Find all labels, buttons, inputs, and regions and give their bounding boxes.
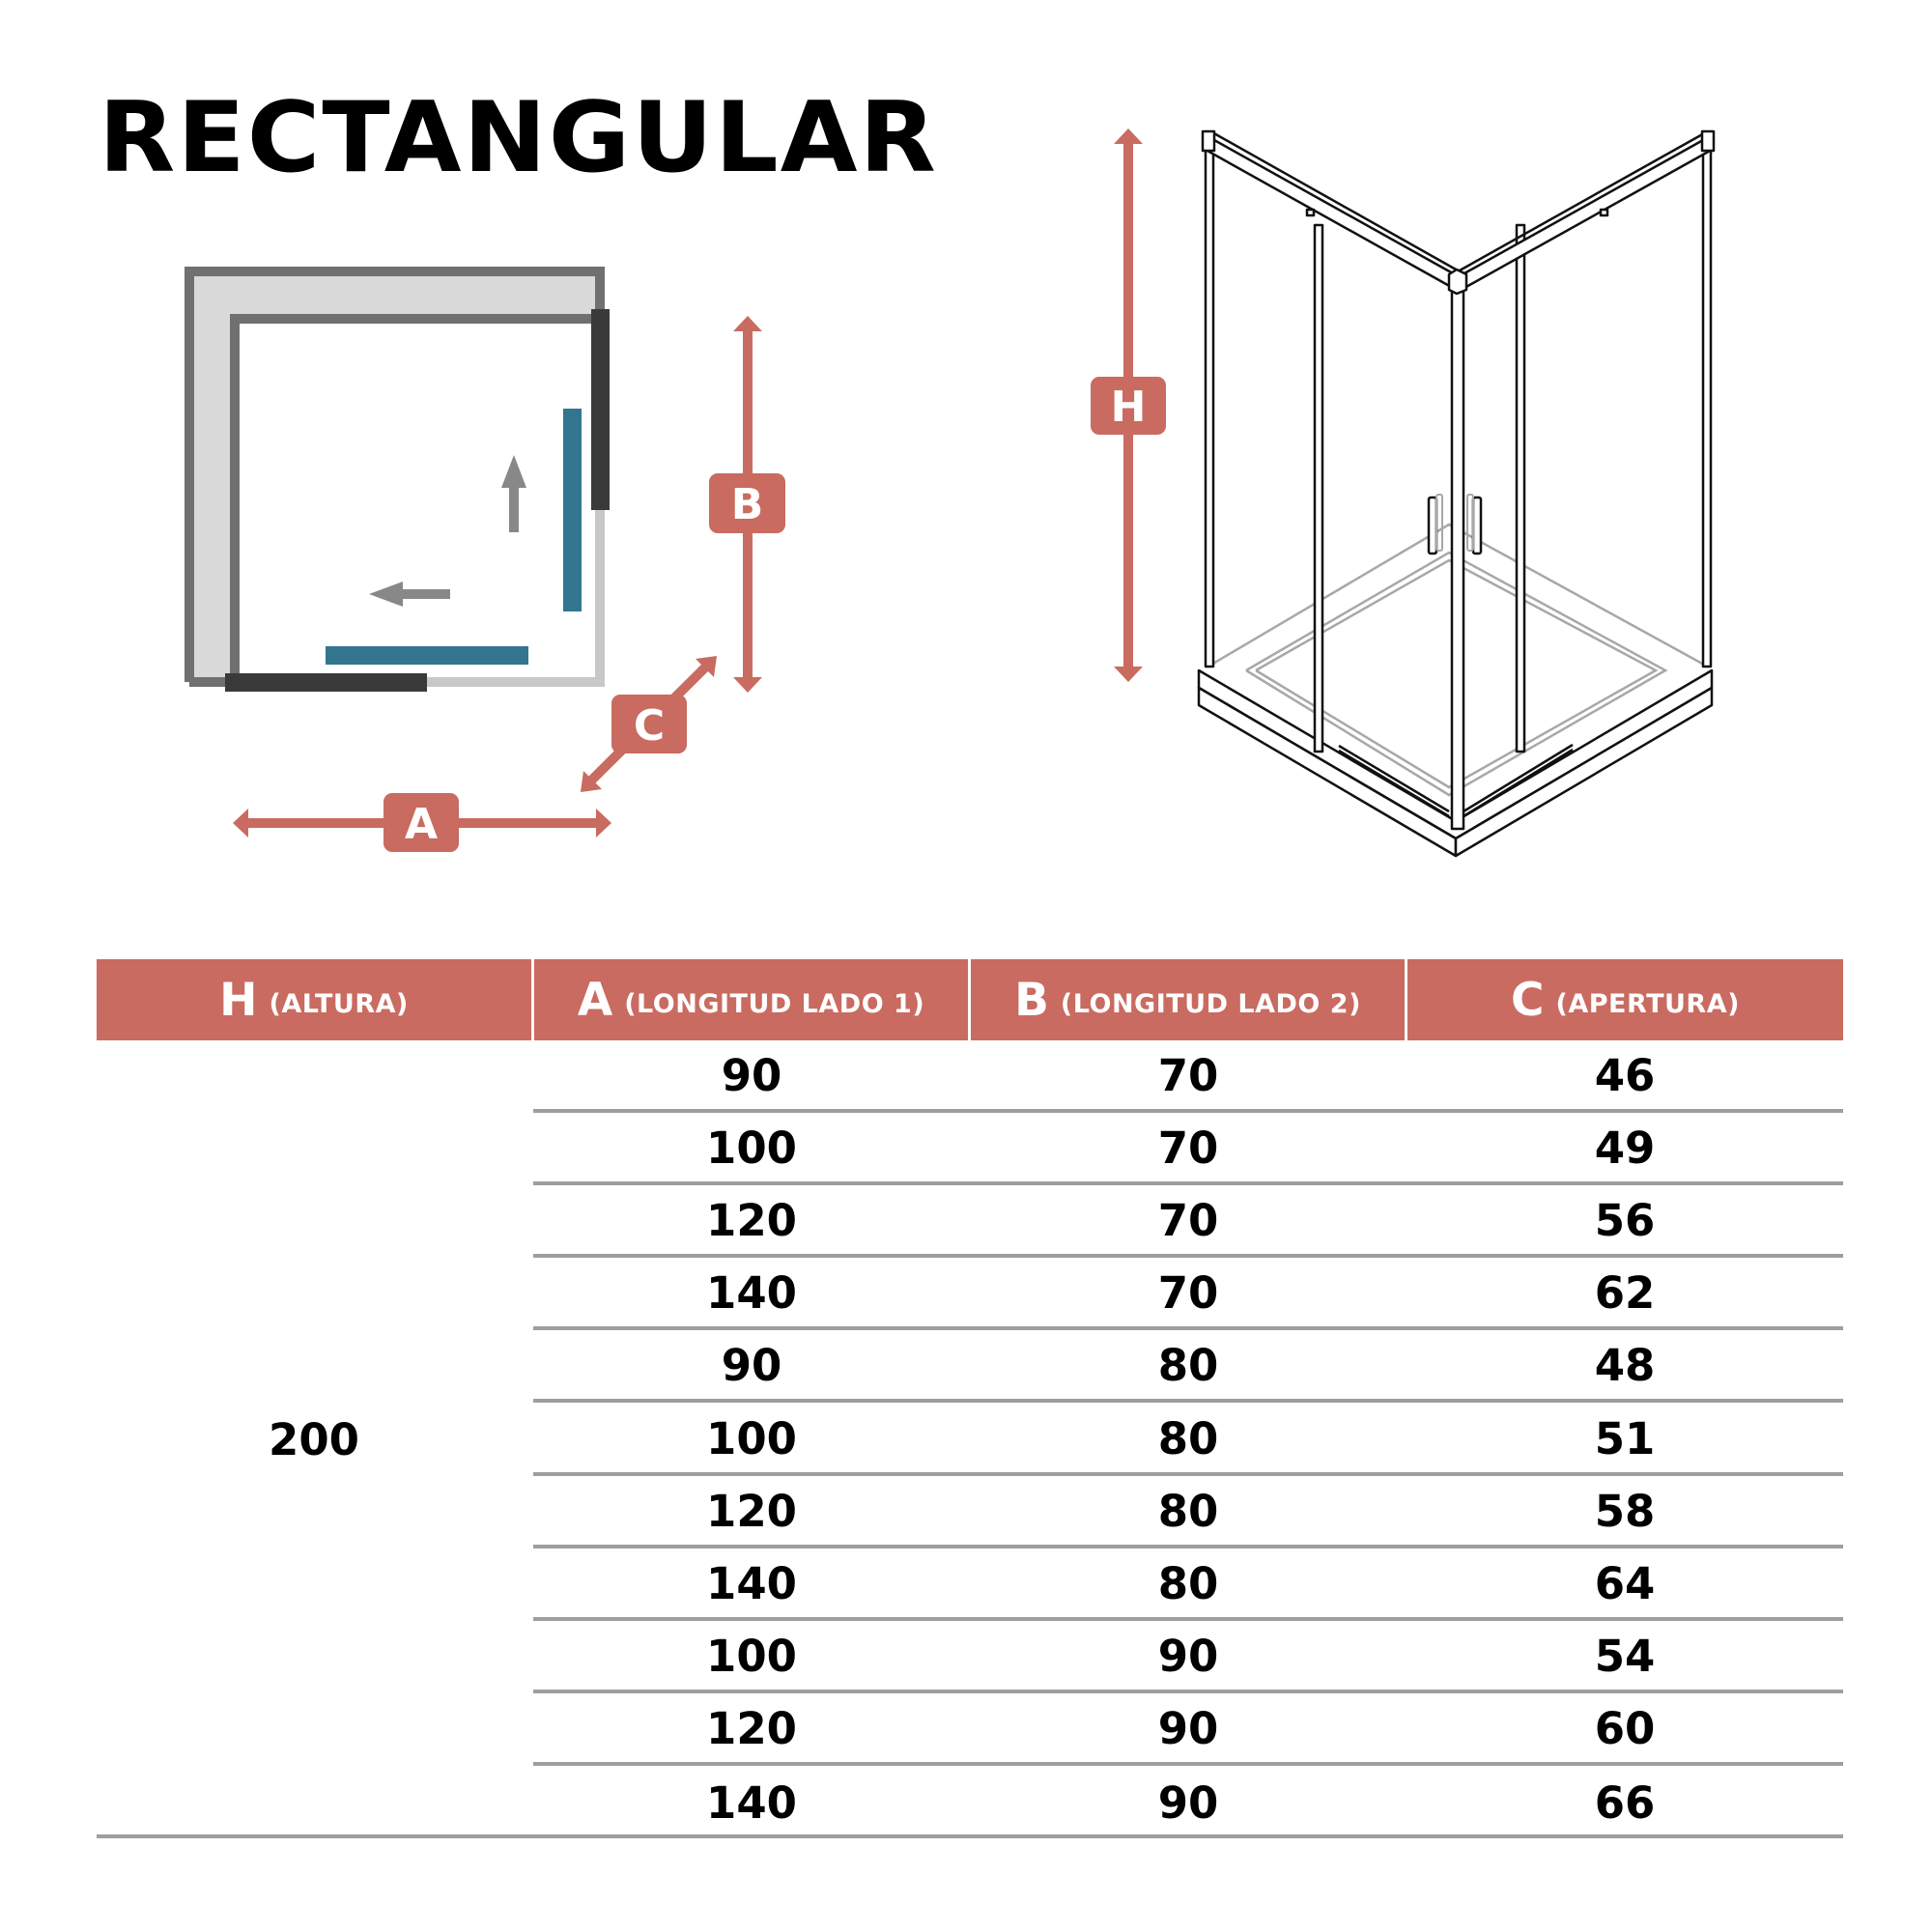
table-header [97,959,1843,1040]
table-bottom-rule [97,1834,1843,1838]
cell-c: 64 [1594,1557,1656,1609]
header-a [534,959,968,1040]
badge-c-label: C [633,701,666,751]
cell-c: 46 [1594,1050,1656,1102]
table-row [533,1258,1843,1330]
cell-b: 70 [1157,1050,1219,1102]
table-row [533,1113,1843,1185]
table-row [533,1693,1843,1766]
table-row [533,1548,1843,1621]
table-row [533,1403,1843,1475]
badge-h-label: H [1110,383,1147,432]
cell-c: 62 [1594,1267,1656,1320]
cell-a: 140 [706,1776,797,1829]
header-label: (ALTURA) [269,988,409,1019]
table-row [533,1040,1843,1113]
cell-a: 100 [706,1630,797,1682]
cell-b: 90 [1157,1702,1219,1754]
cell-a: 120 [706,1702,797,1754]
cell-a: 140 [706,1267,797,1320]
cell-c: 58 [1594,1485,1656,1537]
header-label: (LONGITUD LADO 1) [624,988,925,1019]
cell-b: 70 [1157,1267,1219,1320]
shower-frame [1199,131,1714,856]
cell-a: 90 [721,1340,782,1392]
table-row [533,1476,1843,1548]
cell-c: 60 [1594,1702,1656,1754]
cell-a: 90 [721,1050,782,1102]
badge-b-label: B [730,480,764,529]
table-row [533,1766,1843,1838]
cell-c: 49 [1594,1122,1656,1175]
cell-c: 48 [1594,1340,1656,1392]
cell-b: 90 [1157,1630,1219,1682]
cell-c: 54 [1594,1630,1656,1682]
header-letter: H [219,973,258,1027]
table-row [533,1621,1843,1693]
header-label: (APERTURA) [1555,988,1740,1019]
cell-c: 56 [1594,1195,1656,1247]
cell-b: 80 [1157,1412,1219,1464]
cell-a: 140 [706,1557,797,1609]
spec-table [97,959,1843,1838]
cell-c: 66 [1594,1776,1656,1829]
table-row [533,1185,1843,1258]
header-c [1407,959,1843,1040]
cell-a: 120 [706,1195,797,1247]
header-letter: A [577,973,613,1027]
header-letter: B [1014,973,1049,1027]
cell-b: 90 [1157,1776,1219,1829]
header-b [971,959,1405,1040]
cell-b: 70 [1157,1122,1219,1175]
table-body [97,1040,1843,1838]
cell-b: 80 [1157,1557,1219,1609]
page-title: RECTANGULAR [99,80,938,194]
header-letter: C [1511,973,1545,1027]
badge-a-label: A [404,800,439,849]
door-handle-left [1429,497,1436,554]
cell-a: 120 [706,1485,797,1537]
table-rows [533,1040,1843,1838]
height-value: 200 [269,1413,359,1465]
cell-b: 80 [1157,1340,1219,1392]
cell-a: 100 [706,1122,797,1175]
door-handle-right [1473,497,1481,554]
cell-b: 70 [1157,1195,1219,1247]
cell-b: 80 [1157,1485,1219,1537]
header-label: (LONGITUD LADO 2) [1060,988,1361,1019]
cell-c: 51 [1594,1412,1656,1464]
cell-a: 100 [706,1412,797,1464]
table-row [533,1330,1843,1403]
header-h [97,959,531,1040]
